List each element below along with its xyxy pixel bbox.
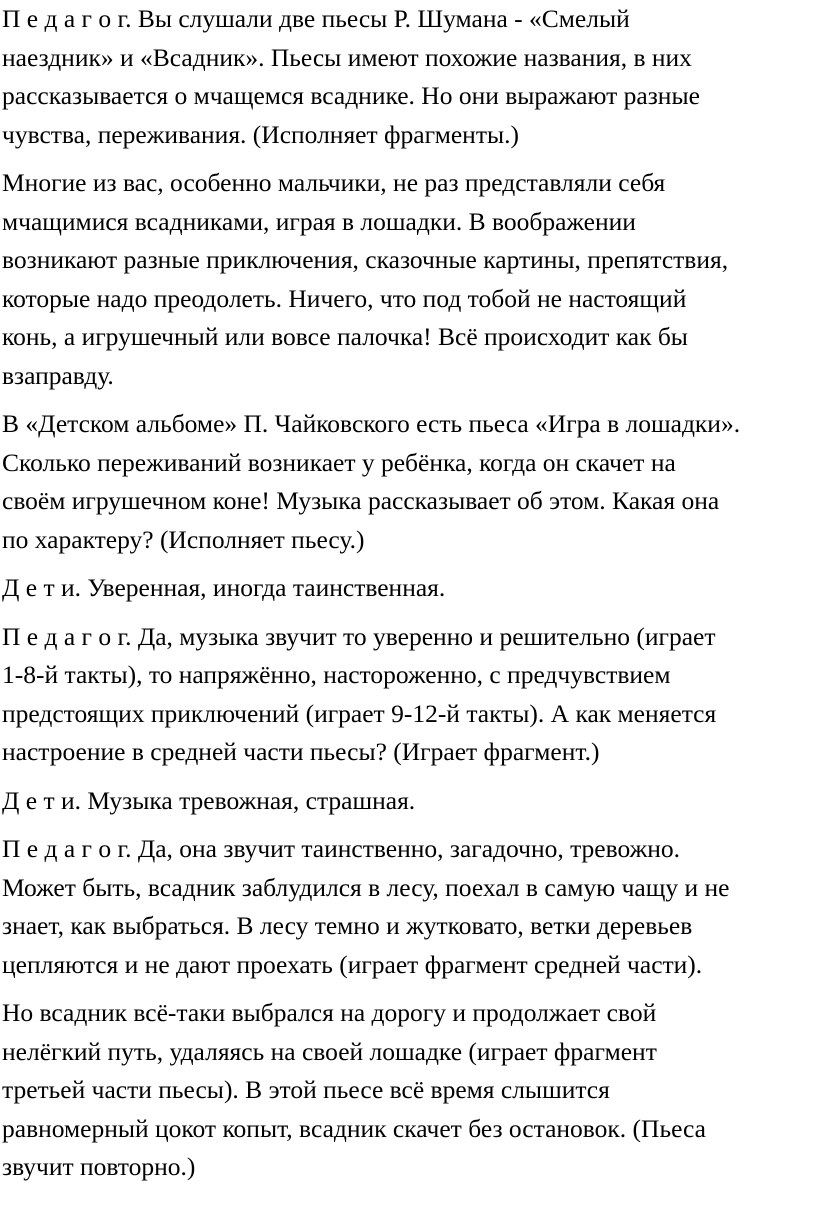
text-line: Может быть, всадник заблудился в лесу, поехал в самую чащу и не — [2, 872, 730, 902]
text-line: взаправду. — [2, 360, 114, 390]
text-line: Многие из вас, особенно мальчики, не раз представляли себя — [2, 168, 666, 197]
paragraph-4 — [2, 569, 814, 608]
text-line: чувства, переживания. (Исполняет фрагменты.) — [2, 119, 519, 149]
text-line: возникают разные приключения, сказочные картины, препятствия, — [2, 245, 729, 274]
text-line: Но всадник всё-таки выбрался на дорогу и продолжает свой — [2, 998, 657, 1027]
paragraph-2 — [2, 164, 814, 395]
text-line: равномерный цокот копыт, всадник скачет без остановок. (Пьеса — [2, 1113, 706, 1143]
text-line: Д е т и. Уверенная, иногда таинственная. — [2, 573, 446, 602]
text-line: П е д а г о г. Да, она звучит таинственно, загадочно, тревожно. — [2, 834, 680, 863]
paragraph-3 — [2, 405, 814, 559]
text-line: знает, как выбраться. В лесу темно и жутковато, ветки деревьев — [2, 911, 693, 940]
text-line: своём игрушечном коне! Музыка рассказывает об этом. Какая она — [2, 486, 720, 515]
text-line: Сколько переживаний возникает у ребёнка, когда он скачет на — [2, 447, 676, 477]
text-line: предстоящих приключений (играет 9-12-й такты). А как меняется — [2, 698, 717, 728]
text-line: наездник» и «Всадник». Пьесы имеют похожие названия, в них — [2, 42, 692, 72]
text-line: В «Детском альбоме» П. Чайковского есть пьеса «Игра в лошадки». — [2, 409, 741, 438]
text-line: мчащимися всадниками, играя в лошадки. В воображении — [2, 206, 636, 236]
paragraph-8 — [2, 994, 814, 1187]
text-line: Д е т и. Музыка тревожная, страшная. — [2, 785, 416, 815]
paragraph-5 — [2, 618, 814, 772]
text-line: П е д а г о г. Вы слушали две пьесы Р. Шумана - «Смелый — [2, 4, 630, 33]
paragraph-6 — [2, 782, 814, 821]
text-line: 1-8-й такты), то напряжённо, настороженно, с предчувствием — [2, 660, 671, 689]
text-line: нелёгкий путь, удаляясь на своей лошадке (играет фрагмент — [2, 1036, 657, 1066]
text-line: рассказывается о мчащемся всаднике. Но они выражают разные — [2, 81, 700, 110]
text-line: по характеру? (Исполняет пьесу.) — [2, 524, 365, 554]
text-line: третьей части пьесы). В этой пьесе всё время слышится — [2, 1075, 610, 1104]
text-line: звучит повторно.) — [2, 1152, 196, 1181]
text-line: конь, а игрушечный или вовсе палочка! Всё происходит как бы — [2, 322, 688, 351]
paragraph-1 — [2, 0, 814, 154]
text-line: цепляются и не дают проехать (играет фрагмент средней части). — [2, 949, 703, 979]
text-line: П е д а г о г. Да, музыка звучит то уверенно и решительно (играет — [2, 621, 716, 651]
paragraph-7 — [2, 830, 814, 984]
text-line: которые надо преодолеть. Ничего, что под тобой не настоящий — [2, 283, 687, 313]
text-line: настроение в средней части пьесы? (Играет фрагмент.) — [2, 737, 600, 766]
